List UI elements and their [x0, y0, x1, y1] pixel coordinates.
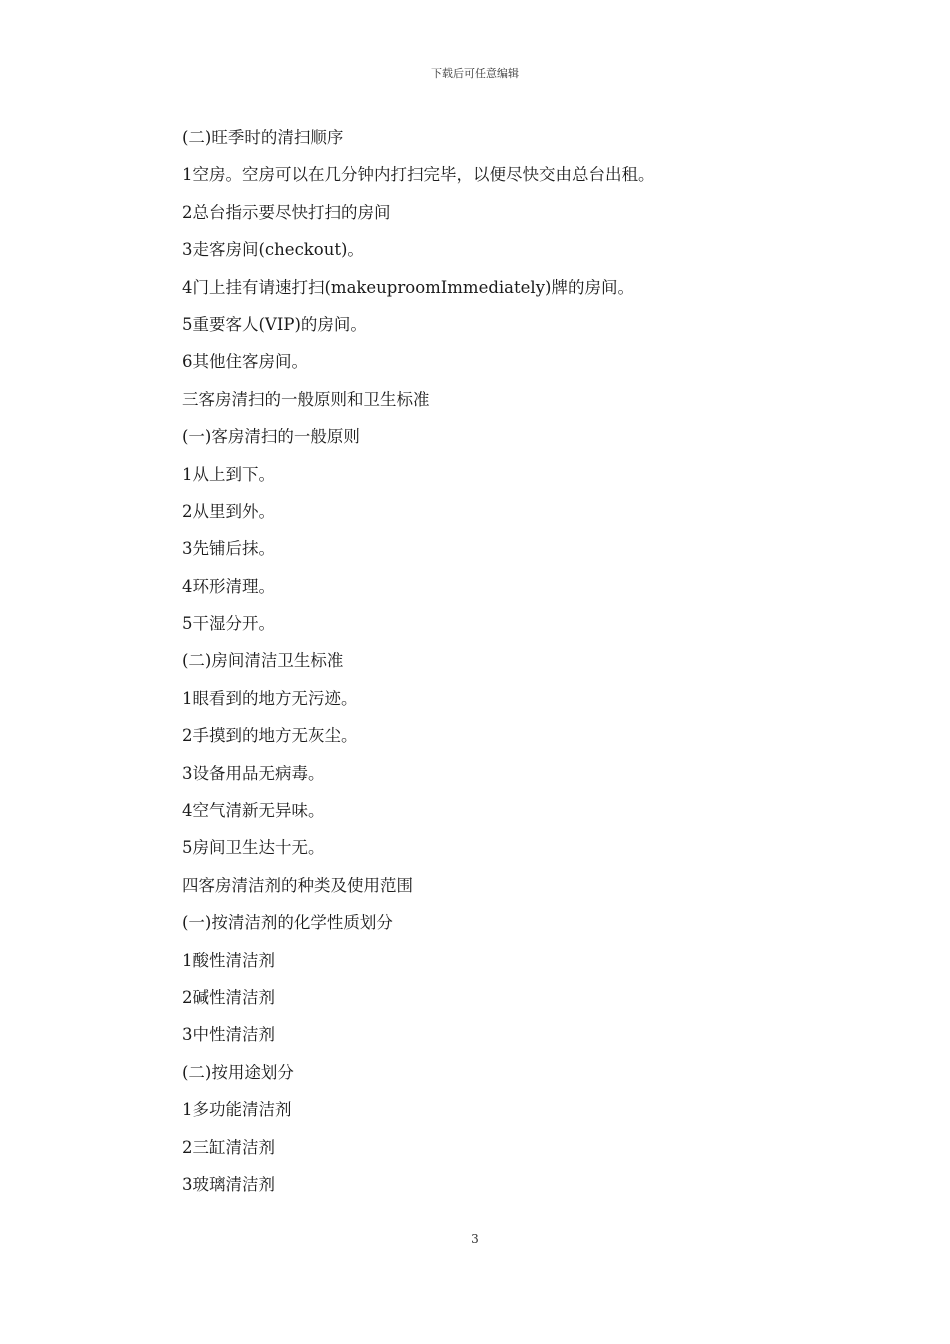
list-item: 4环形清理。 — [182, 576, 275, 596]
list-item: 4空气清新无异味。 — [182, 801, 325, 821]
page-number: 3 — [471, 1232, 479, 1246]
list-item: 2从里到外。 — [182, 501, 275, 521]
section-heading: (二)房间清洁卫生标准 — [182, 651, 344, 671]
list-item: 5重要客人(VIP)的房间。 — [182, 314, 367, 334]
section-heading: (二)按用途划分 — [182, 1062, 294, 1082]
list-item: 1酸性清洁剂 — [182, 950, 275, 970]
section-heading: (一)按清洁剂的化学性质划分 — [182, 913, 393, 933]
list-item: 2总台指示要尽快打扫的房间 — [182, 202, 391, 222]
list-item: 3中性清洁剂 — [182, 1025, 275, 1045]
list-item: 5干湿分开。 — [182, 614, 275, 634]
list-item: 2手摸到的地方无灰尘。 — [182, 726, 358, 746]
chapter-heading: 三客房清扫的一般原则和卫生标准 — [182, 389, 430, 409]
document-body — [182, 124, 782, 1208]
list-item: 1空房。空房可以在几分钟内打扫完毕，以便尽快交由总台出租。 — [182, 165, 655, 185]
list-item: 3走客房间(checkout)。 — [182, 240, 364, 260]
list-item: 3设备用品无病毒。 — [182, 763, 325, 783]
page-header: 下载后可任意编辑 — [431, 67, 519, 80]
section-heading: (一)客房清扫的一般原则 — [182, 427, 360, 447]
list-item: 4门上挂有请速打扫(makeuproomImmediately)牌的房间。 — [182, 277, 634, 297]
section-heading: (二)旺季时的清扫顺序 — [182, 128, 344, 147]
list-item: 2三缸清洁剂 — [182, 1137, 275, 1157]
list-item: 2碱性清洁剂 — [182, 987, 275, 1007]
list-item: 1眼看到的地方无污迹。 — [182, 688, 358, 708]
chapter-heading: 四客房清洁剂的种类及使用范围 — [182, 875, 413, 895]
list-item: 1多功能清洁剂 — [182, 1100, 292, 1120]
list-item: 1从上到下。 — [182, 464, 275, 484]
list-item: 3先铺后抹。 — [182, 539, 275, 559]
list-item: 6其他住客房间。 — [182, 352, 308, 372]
list-item: 5房间卫生达十无。 — [182, 838, 325, 858]
list-item: 3玻璃清洁剂 — [182, 1174, 275, 1194]
